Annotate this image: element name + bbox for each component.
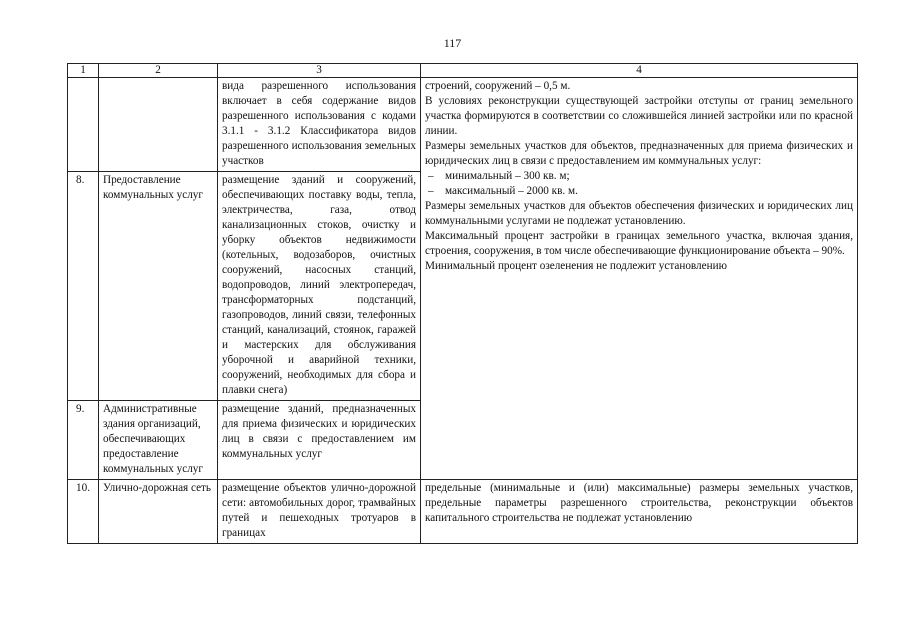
- row-description-cell: размещение зданий, предназначенных для приема физических и юридических лиц в связи с предоставлением им коммунальных услуг: [218, 401, 421, 480]
- size-bullet-item: – минимальный – 300 кв. м;: [425, 169, 853, 184]
- column-header-3: 3: [218, 64, 421, 78]
- parameter-paragraph: Минимальный процент озеленения не подлежит установлению: [425, 260, 727, 272]
- row-name-cell: Административные здания организаций, обеспечивающих предоставление коммунальных услуг: [99, 401, 218, 480]
- parameter-paragraph: В условиях реконструкции существующей застройки отступы от границ земельного участка формируются в соответствии со сложившейся линией застройки или по красной линии.: [425, 95, 853, 137]
- size-bullet-item: – максимальный – 2000 кв. м.: [425, 184, 853, 199]
- size-bullet-list: [425, 169, 853, 199]
- page-number: 117: [443, 36, 462, 50]
- column-header-1: 1: [68, 64, 99, 78]
- row-description-cell: размещение объектов улично-дорожной сети: автомобильных дорог, трамвайных путей и пешеходных тротуаров в границах: [218, 480, 421, 544]
- parameter-paragraph: Максимальный процент застройки в границах земельного участка, включая здания, строения, сооружения, в том числе обеспечивающие функционирование объекта – 90%.: [425, 230, 853, 257]
- table-row-continuation: [68, 78, 858, 172]
- row-parameters-cell: [421, 78, 858, 480]
- row-number-cell: [68, 78, 99, 172]
- row-name-cell: [99, 78, 218, 172]
- table-header-row: [68, 64, 858, 78]
- row-parameters-cell: предельные (минимальные и (или) максимальные) размеры земельных участков, предельные параметры разрешенного строительства, реконструкции объектов капитального строительства не подлежат установлению: [421, 480, 858, 544]
- parameter-paragraph: Размеры земельных участков для объектов, предназначенных для приема физических и юридических лиц в связи с предоставлением им коммунальных услуг:: [425, 140, 853, 167]
- parameter-paragraph: строений, сооружений – 0,5 м.: [425, 80, 571, 92]
- table-row-10: [68, 480, 858, 544]
- row-description-cell: вида разрешенного использования включает в себя содержание видов разрешенного использования с кодами 3.1.1 - 3.1.2 Классификатора видов разрешенного использования земельных участков: [218, 78, 421, 172]
- column-header-4: 4: [421, 64, 858, 78]
- row-name-cell: Улично-дорожная сеть: [99, 480, 218, 544]
- row-number-cell: 10.: [68, 480, 99, 544]
- row-name-cell: Предоставление коммунальных услуг: [99, 172, 218, 401]
- land-use-table: [67, 63, 858, 544]
- row-number-cell: 9.: [68, 401, 99, 480]
- parameter-paragraph: Размеры земельных участков для объектов обеспечения физических и юридических лиц коммунальными услугами не подлежат установлению.: [425, 200, 853, 227]
- row-number-cell: 8.: [68, 172, 99, 401]
- column-header-2: 2: [99, 64, 218, 78]
- row-description-cell: размещение зданий и сооружений, обеспечивающих поставку воды, тепла, электричества, газа, отвод канализационных стоков, очистку и уборку объектов недвижимости (котельных, водозаборов, очистных сооружений, насосных станций, водопроводов, линий электропередач, трансформаторных подстанций, газопроводов, линий связи, телефонных станций, канализаций, стоянок, гаражей и мастерских для обслуживания уборочной и аварийной техники, сооружений, необходимых для сбора и плавки снега): [218, 172, 421, 401]
